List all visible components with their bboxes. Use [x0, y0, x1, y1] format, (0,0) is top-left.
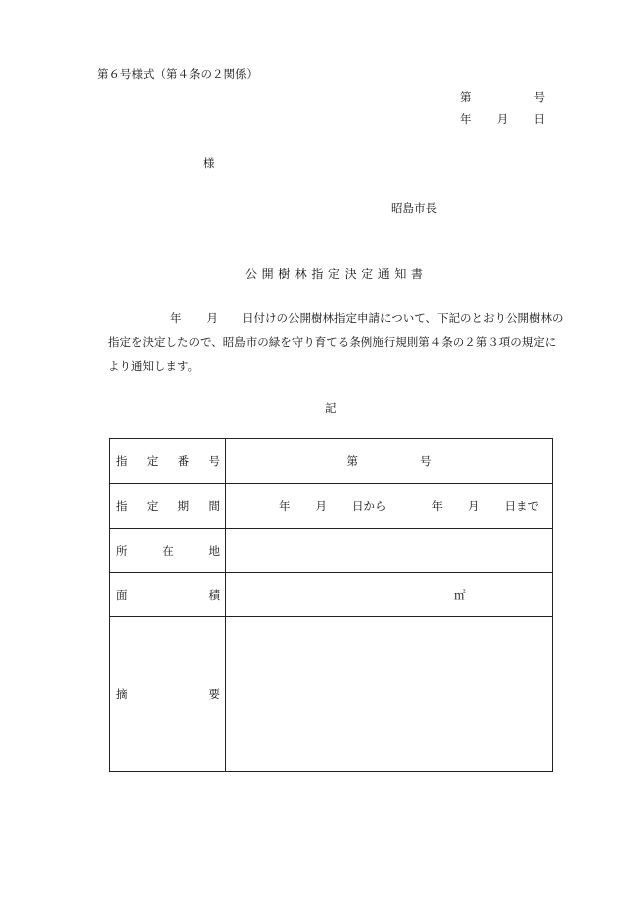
doc-number-prefix: 第 — [460, 90, 472, 104]
document-title: 公開樹林指定決定通知書 — [245, 267, 428, 281]
body-year: 年 — [170, 311, 182, 325]
label-char: 所 — [116, 543, 128, 558]
ki-heading: 記 — [325, 401, 337, 415]
table-row-area — [110, 573, 553, 617]
table-row-designation-period — [110, 484, 553, 529]
label-char: 面 — [116, 587, 128, 602]
body-text — [108, 306, 570, 378]
period-start-month: 月 — [315, 499, 327, 513]
form-number: 第６号様式（第４条の２関係） — [97, 67, 258, 81]
period-end-day: 日まで — [504, 499, 539, 513]
label-designation-period — [110, 484, 226, 529]
doc-number-suffix: 号 — [533, 90, 545, 104]
document-number — [460, 89, 545, 105]
issue-date — [460, 111, 545, 127]
label-char: 間 — [208, 499, 220, 513]
label-char: 号 — [208, 454, 220, 468]
designation-number-suffix: 号 — [420, 454, 432, 468]
label-location — [110, 529, 226, 573]
period-end-year: 年 — [431, 499, 443, 513]
date-day: 日 — [533, 112, 545, 126]
date-month: 月 — [496, 112, 509, 126]
label-designation-number — [110, 439, 226, 484]
table-row-designation-number — [110, 439, 553, 484]
date-year: 年 — [460, 112, 472, 126]
value-designation-period — [226, 484, 553, 529]
period-start-day: 日から — [352, 499, 387, 513]
body-line-1 — [108, 306, 570, 330]
period-start-year: 年 — [279, 499, 291, 513]
label-char: 指 — [116, 499, 128, 513]
body-month: 月 — [206, 311, 218, 325]
label-area — [110, 573, 226, 617]
body-line-3: より通知します。 — [108, 359, 200, 373]
issuer: 昭島市長 — [391, 201, 437, 215]
label-char: 地 — [208, 543, 220, 558]
value-location — [226, 529, 553, 573]
area-unit: ㎡ — [454, 587, 466, 602]
label-char: 定 — [146, 499, 159, 513]
label-char: 期 — [177, 499, 190, 513]
table-row-location — [110, 529, 553, 573]
label-char: 定 — [146, 454, 159, 468]
label-char: 要 — [208, 687, 220, 701]
body-line-2: 指定を決定したので、昭島市の緑を守り育てる条例施行規則第４条の２第３項の規定に — [108, 335, 557, 349]
label-char: 在 — [162, 543, 174, 558]
label-summary — [110, 617, 226, 772]
label-char: 積 — [208, 587, 220, 602]
label-char: 指 — [116, 454, 128, 468]
details-table — [109, 438, 553, 772]
designation-number-prefix: 第 — [346, 454, 358, 468]
period-end-month: 月 — [468, 499, 480, 513]
addressee: 様 — [203, 156, 215, 170]
body-line-1-rest: 日付けの公開樹林指定申請について、下記のとおり公開樹林の — [242, 311, 564, 325]
value-designation-number — [226, 439, 553, 484]
value-summary — [226, 617, 553, 772]
table-row-summary — [110, 617, 553, 772]
label-char: 番 — [177, 454, 190, 468]
label-char: 摘 — [116, 687, 128, 701]
value-area — [226, 573, 553, 617]
